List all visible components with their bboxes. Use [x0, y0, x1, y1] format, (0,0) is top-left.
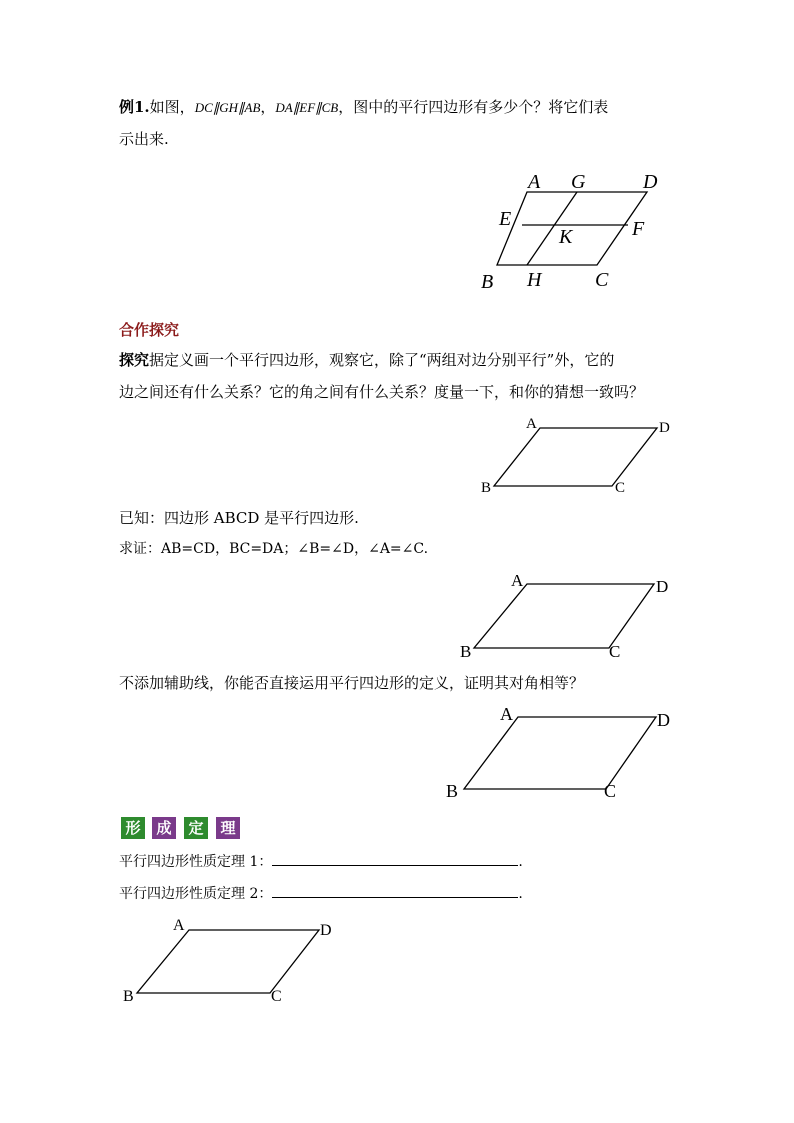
fig3-label-d: D: [656, 577, 669, 596]
badge-li: 理: [216, 817, 240, 839]
theorem-1-label: 平行四边形性质定理 1：: [119, 854, 273, 870]
fig1-label-a: A: [528, 171, 541, 193]
theorem-1-blank[interactable]: [272, 851, 518, 866]
theorem-1-line: [119, 851, 523, 872]
fig5-label-b: B: [123, 988, 134, 1005]
theorem-1-period: .: [518, 854, 523, 870]
fig4-label-d: D: [657, 710, 670, 730]
theorem-2-blank[interactable]: [272, 883, 518, 898]
theorem-2-line: [119, 883, 523, 904]
example-text-1: 如图，: [149, 98, 195, 116]
theorem-2-label: 平行四边形性质定理 2：: [119, 886, 273, 902]
fig5-label-c: C: [271, 988, 282, 1005]
figure-1-parallelogram-grid: [470, 165, 690, 295]
fig1-label-k: K: [559, 226, 573, 248]
example-line-1: [119, 97, 608, 118]
fig3-label-a: A: [511, 571, 524, 590]
theorem-2-period: .: [518, 886, 523, 902]
fig4-label-b: B: [446, 781, 459, 801]
figure-2-parallelogram: [470, 410, 690, 500]
example-prefix: 例1.: [119, 98, 150, 116]
explore-text-1: 据定义画一个平行四边形，观察它，除了“两组对边分别平行”外，它的: [149, 351, 615, 369]
fig2-label-c: C: [615, 480, 626, 496]
section-title: 合作探究: [119, 321, 180, 339]
fig1-label-e: E: [499, 208, 512, 230]
figure-3-parallelogram: [450, 568, 690, 664]
explore-line-1: [119, 350, 614, 370]
fig1-label-d: D: [643, 171, 658, 193]
fig2-label-d: D: [659, 420, 670, 436]
fig1-label-c: C: [595, 269, 609, 291]
badge-xing: 形: [121, 817, 145, 839]
fig4-label-c: C: [604, 781, 617, 801]
fig3-label-c: C: [609, 642, 621, 661]
badge-ding: 定: [184, 817, 208, 839]
fig1-label-h: H: [527, 269, 542, 291]
fig1-label-b: B: [481, 271, 494, 293]
fig2-label-a: A: [526, 416, 537, 432]
question-text: 不添加辅助线，你能否直接运用平行四边形的定义，证明其对角相等？: [119, 674, 585, 692]
condition-1: DC∥GH∥AB: [194, 100, 261, 115]
figure-5-parallelogram: [115, 910, 355, 1006]
known-statement: 已知：四边形 ABCD 是平行四边形.: [119, 509, 359, 527]
separator: ，: [260, 98, 276, 116]
prove-statement: 求证：AB=CD，BC=DA；∠B=∠D，∠A=∠C.: [119, 541, 429, 557]
fig3-label-b: B: [460, 642, 472, 661]
fig1-label-g: G: [571, 171, 586, 193]
example-line-2: 示出来.: [119, 130, 169, 148]
example-text-2: ，图中的平行四边形有多少个？将它们表: [338, 98, 609, 116]
badge-cheng: 成: [152, 817, 176, 839]
explore-line-2: 边之间还有什么关系？它的角之间有什么关系？度量一下，和你的猜想一致吗？: [119, 383, 645, 401]
fig5-label-d: D: [320, 922, 332, 939]
explore-label: 探究: [119, 351, 150, 369]
fig2-label-b: B: [481, 480, 492, 496]
condition-2: DA∥EF∥CB: [275, 100, 339, 115]
fig5-label-a: A: [173, 917, 185, 934]
figure-4-parallelogram: [440, 700, 690, 804]
fig4-label-a: A: [500, 704, 513, 724]
fig1-label-f: F: [632, 218, 645, 240]
